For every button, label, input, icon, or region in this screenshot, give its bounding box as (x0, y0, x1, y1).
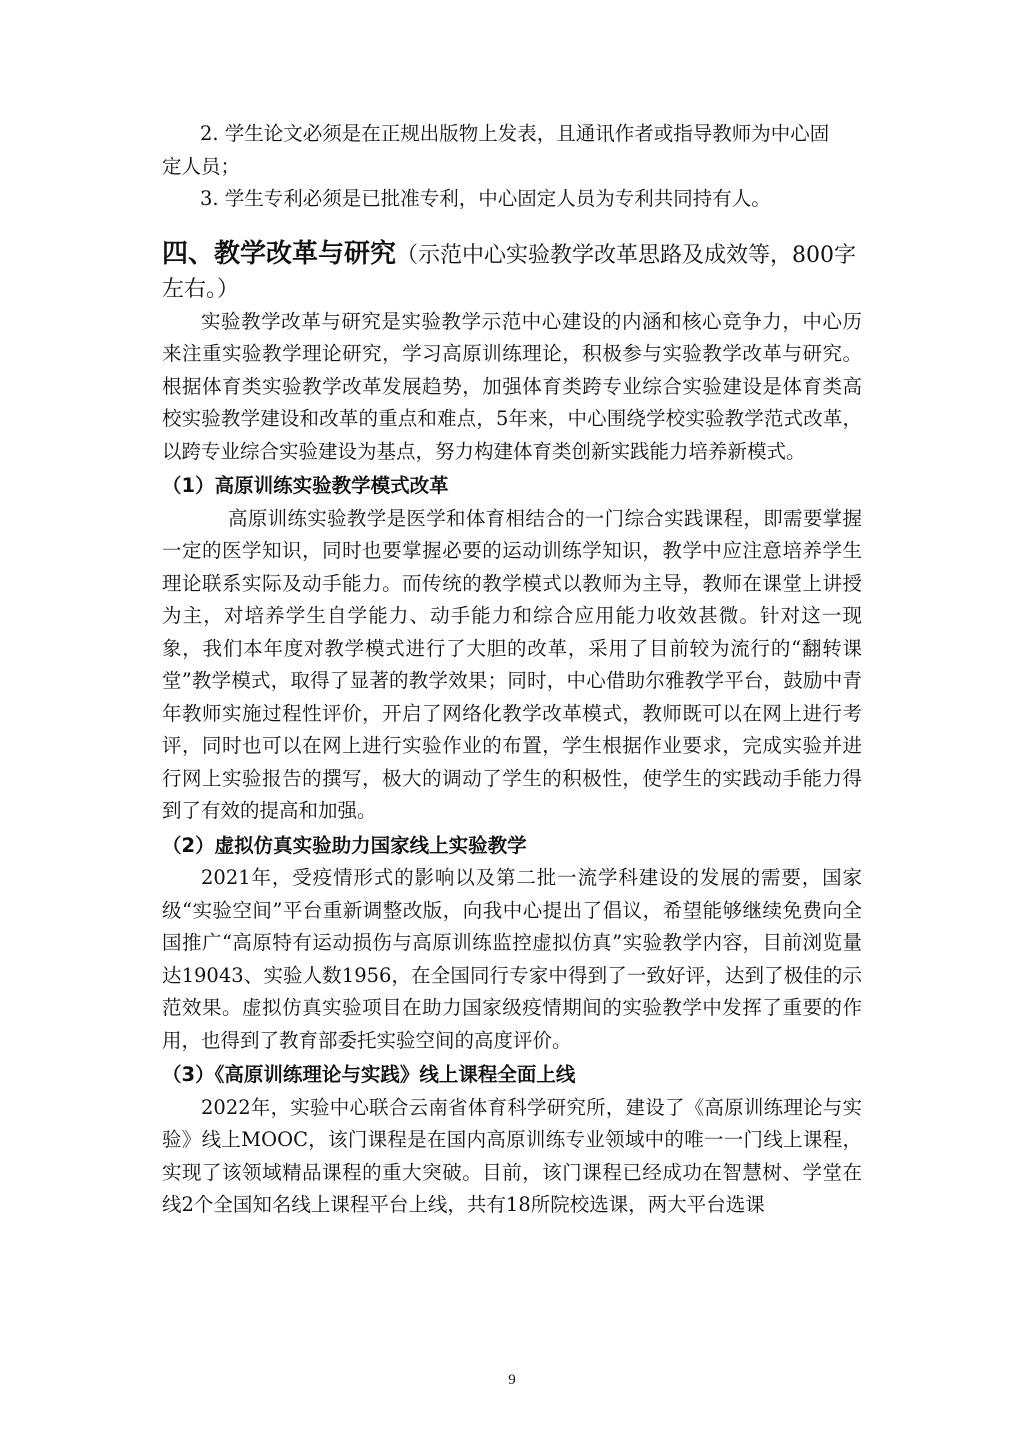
section-title: 四、教学改革与研究 (162, 238, 397, 269)
subsection-paragraph-1: 高原训练实验教学是医学和体育相结合的一门综合实践课程，即需要掌握一定的医学知识，同时也要掌握必要的运动训练学知识，教学中应注意培养学生理论联系实际及动手能力。而传统的教学模式以教师为主导，教师在课堂上讲授为主，对培养学生自学能力、动手能力和综合应用能力收效甚微。针对这一现象，我们本年度对教学模式进行了大胆的改革，采用了目前较为流行的“翻转课堂”教学模式，取得了显著的教学效果；同时，中心借助尔雅教学平台，鼓励中青年教师实施过程性评价，开启了网络化教学改革模式，教师既可以在网上进行考评，同时也可以在网上进行实验作业的布置，学生根据作业要求，完成实验并进行网上实验报告的撰写，极大的调动了学生的积极性，使学生的实践动手能力得到了有效的提高和加强。 (162, 506, 862, 822)
page-number: 9 (508, 1372, 516, 1388)
intro-paragraph: 实验教学改革与研究是实验教学示范中心建设的内涵和核心竞争力，中心历来注重实验教学理论研究，学习高原训练理论，积极参与实验教学改革与研究。根据体育类实验教学改革发展趋势，加强体育类跨专业综合实验建设是体育类高校实验教学建设和改革的重点和难点，5年来，中心围绕学校实验教学范式改革，以跨专业综合实验建设为基点，努力构建体育类创新实践能力培养新模式。 (162, 309, 862, 463)
list-item-2-continuation: 定人员； (162, 154, 241, 178)
list-item-2: 2. 学生论文必须是在正规出版物上发表，且通讯作者或指导教师为中心固 (200, 122, 830, 145)
section-heading (162, 238, 862, 306)
subsection-paragraph-2: 2021年，受疫情形式的影响以及第二批一流学科建设的发展的需要，国家级“实验空间”平台重新调整改版，向我中心提出了倡议，希望能够继续免费向全国推广“高原特有运动损伤与高原训练监控虚拟仿真”实验教学内容，目前浏览量达19043、实验人数1956，在全国同行专家中得到了一致好评，达到了极佳的示范效果。虚拟仿真实验项目在助力国家级疫情期间的实验教学中发挥了重要的作用，也得到了教育部委托实验空间的高度评价。 (162, 866, 862, 1052)
page-content (162, 118, 862, 1222)
subsection-heading-2: （2）虚拟仿真实验助力国家线上实验教学 (162, 833, 527, 857)
list-item-3: 3. 学生专利必须是已批准专利，中心固定人员为专利共同持有人。 (200, 187, 771, 210)
subsection-paragraph-3: 2022年，实验中心联合云南省体育科学研究所，建设了《高原训练理论与实验》线上MOOC，该门课程是在国内高原训练专业领域中的唯一一门线上课程，实现了该领域精品课程的重大突破。目前，该门课程已经成功在智慧树、学堂在线2个全国知名线上课程平台上线，共有18所院校选课，两大平台选课 (162, 1095, 862, 1216)
section-note: （示范中心实验教学改革思路及成效等，800字左右。） (162, 242, 857, 302)
subsection-heading-3: （3）《高原训练理论与实践》线上课程全面上线 (162, 1063, 576, 1086)
subsection-heading-1: （1）高原训练实验教学模式改革 (162, 474, 449, 497)
